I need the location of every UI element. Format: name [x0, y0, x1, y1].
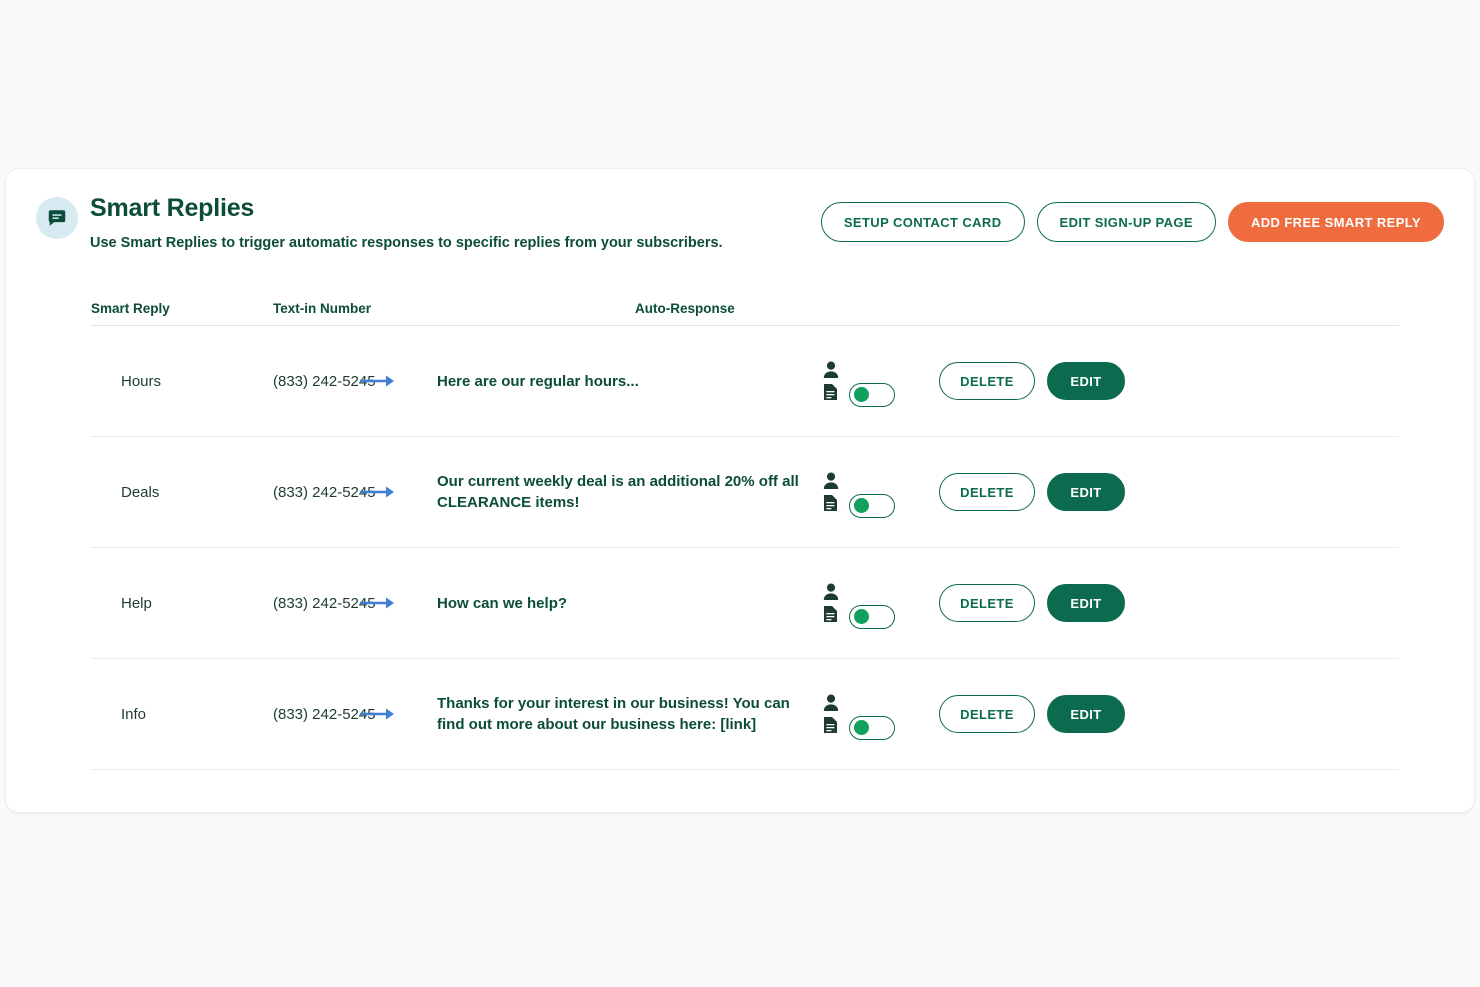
- auto-response-toggle[interactable]: [849, 494, 895, 518]
- person-icon: [823, 583, 839, 606]
- text-in-number-value: (833) 242-5245: [273, 594, 376, 612]
- edit-button[interactable]: EDIT: [1047, 695, 1125, 733]
- table-header-row: [91, 291, 1399, 326]
- cell-actions: [937, 695, 1125, 733]
- delete-button[interactable]: DELETE: [939, 584, 1035, 622]
- cell-smart-reply: Deals: [121, 483, 160, 501]
- column-header-smart-reply: Smart Reply: [91, 300, 170, 316]
- arrow-right-icon: [360, 374, 394, 388]
- table-row: [91, 437, 1399, 548]
- text-in-number-value: (833) 242-5245: [273, 483, 376, 501]
- setup-contact-card-button[interactable]: SETUP CONTACT CARD: [821, 202, 1025, 242]
- toggle-knob: [854, 387, 869, 402]
- cell-smart-reply: Help: [121, 594, 152, 612]
- cell-toggle: [809, 575, 937, 631]
- edit-button[interactable]: EDIT: [1047, 584, 1125, 622]
- smart-replies-card: [5, 168, 1475, 813]
- edit-button[interactable]: EDIT: [1047, 473, 1125, 511]
- text-in-number-value: (833) 242-5245: [273, 372, 376, 390]
- document-icon: [823, 605, 838, 628]
- toggle-knob: [854, 609, 869, 624]
- cell-auto-response: How can we help?: [437, 594, 568, 612]
- edit-button[interactable]: EDIT: [1047, 362, 1125, 400]
- cell-smart-reply: Hours: [121, 372, 162, 390]
- chat-bubble-icon: [36, 197, 78, 239]
- delete-button[interactable]: DELETE: [939, 695, 1035, 733]
- table-row: [91, 548, 1399, 659]
- person-icon: [823, 694, 839, 717]
- auto-response-toggle[interactable]: [849, 605, 895, 629]
- column-header-text-in-number: Text-in Number: [273, 300, 372, 316]
- cell-text-in-number: [75, 595, 437, 612]
- delete-button[interactable]: DELETE: [939, 473, 1035, 511]
- header-actions: [821, 202, 1444, 242]
- arrow-right-icon: [360, 707, 394, 721]
- table-row: [91, 326, 1399, 437]
- add-free-smart-reply-button[interactable]: ADD FREE SMART REPLY: [1228, 202, 1444, 242]
- card-header: [36, 194, 1444, 257]
- cell-auto-response: Here are our regular hours...: [437, 372, 639, 390]
- edit-sign-up-page-button[interactable]: EDIT SIGN-UP PAGE: [1037, 202, 1216, 242]
- person-icon: [823, 361, 839, 384]
- arrow-right-icon: [360, 596, 394, 610]
- toggle-knob: [854, 720, 869, 735]
- arrow-right-icon: [360, 485, 394, 499]
- document-icon: [823, 716, 838, 739]
- cell-text-in-number: [75, 484, 437, 501]
- text-in-number-value: (833) 242-5245: [273, 705, 376, 723]
- cell-auto-response: Thanks for your interest in our business! You can find out more about our business here: [link]: [437, 695, 790, 733]
- delete-button[interactable]: DELETE: [939, 362, 1035, 400]
- person-icon: [823, 472, 839, 495]
- title-block: [90, 191, 723, 252]
- smart-replies-table: [91, 291, 1399, 770]
- cell-text-in-number: [75, 706, 437, 723]
- cell-smart-reply: Info: [121, 705, 147, 723]
- cell-actions: [937, 362, 1125, 400]
- cell-auto-response: Our current weekly deal is an additional 20% off all CLEARANCE items!: [437, 473, 799, 511]
- cell-toggle: [809, 353, 937, 409]
- cell-actions: [937, 584, 1125, 622]
- auto-response-toggle[interactable]: [849, 716, 895, 740]
- auto-response-toggle[interactable]: [849, 383, 895, 407]
- document-icon: [823, 383, 838, 406]
- cell-text-in-number: [75, 373, 437, 390]
- page-title: Smart Replies: [90, 194, 255, 222]
- cell-toggle: [809, 686, 937, 742]
- cell-toggle: [809, 464, 937, 520]
- document-icon: [823, 494, 838, 517]
- table-row: [91, 659, 1399, 770]
- cell-actions: [937, 473, 1125, 511]
- column-header-auto-response: Auto-Response: [635, 300, 735, 316]
- page-subtitle: Use Smart Replies to trigger automatic responses to specific replies from your subscribers.: [90, 235, 723, 251]
- toggle-knob: [854, 498, 869, 513]
